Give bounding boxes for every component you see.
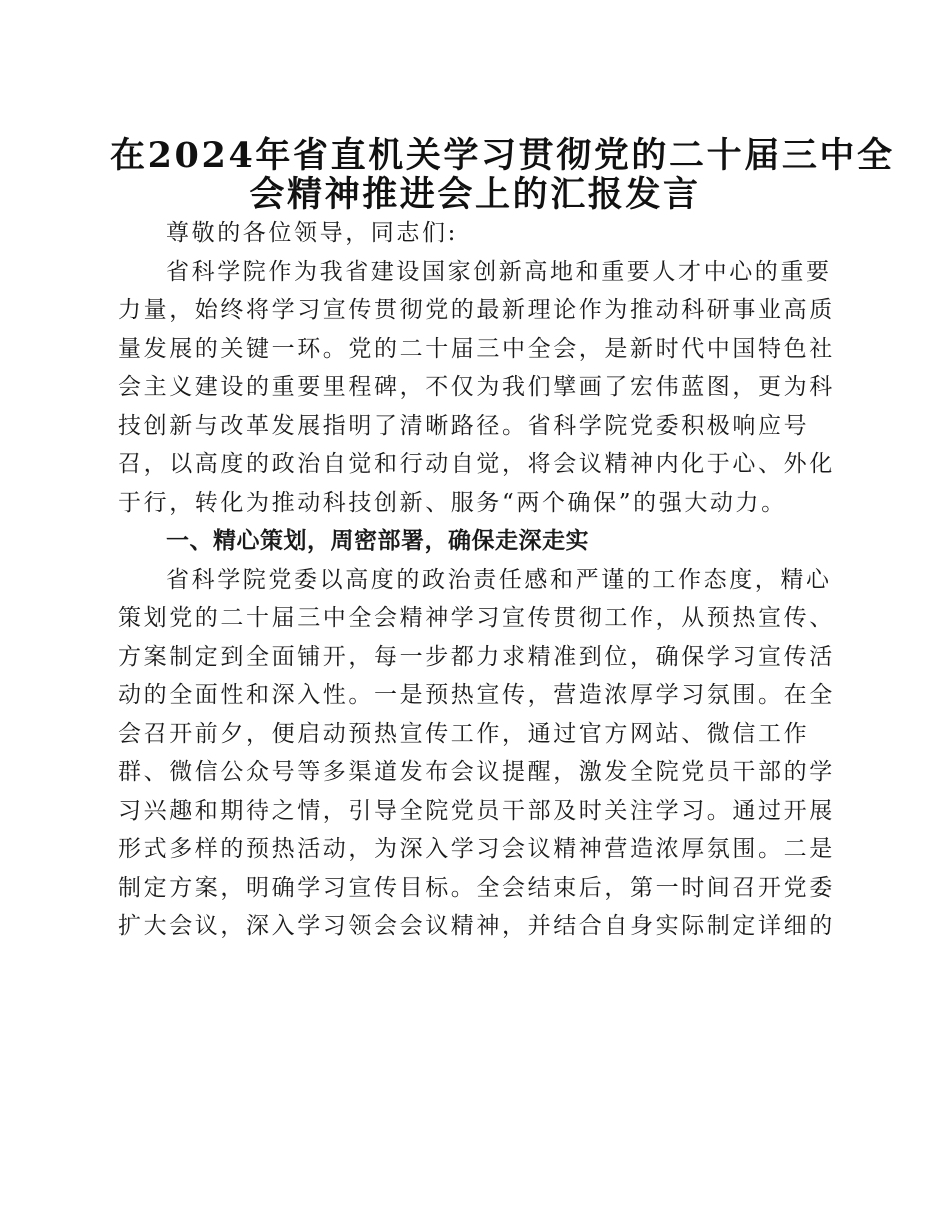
paragraph-line: 扩大会议，深入学习领会会议精神，并结合自身实际制定详细的 (118, 913, 835, 939)
paragraph-line: 会主义建设的重要里程碑，不仅为我们擘画了宏伟蓝图，更为科 (118, 374, 835, 400)
paragraph-line: 省科学院作为我省建设国家创新高地和重要人才中心的重要 (166, 258, 832, 285)
paragraph-line: 召，以高度的政治自觉和行动自觉，将会议精神内化于心、外化 (118, 451, 835, 477)
salutation: 尊敬的各位领导，同志们: (166, 220, 458, 246)
paragraph-line: 策划党的二十届三中全会精神学习宣传贯彻工作，从预热宣传、 (118, 605, 835, 631)
paragraph-line: 习兴趣和期待之情，引导全院党员干部及时关注学习。通过开展 (118, 797, 835, 824)
paragraph-line: 制定方案，明确学习宣传目标。全会结束后，第一时间召开党委 (118, 874, 835, 901)
title-line: 会精神推进会上的汇报发言 (249, 173, 701, 215)
paragraph-line: 量发展的关键一环。党的二十届三中全会，是新时代中国特色社 (118, 335, 835, 362)
paragraph-line: 于行，转化为推动科技创新、服务“两个确保”的强大动力。 (118, 489, 787, 516)
title-line: 在2024年省直机关学习贯彻党的二十届三中全 (110, 135, 895, 176)
paragraph-line: 会召开前夕，便启动预热宣传工作，通过官方网站、微信工作 (118, 720, 810, 747)
paragraph-line: 形式多样的预热活动，为深入学习会议精神营造浓厚氛围。二是 (118, 836, 835, 862)
document-body (118, 214, 835, 946)
paragraph-line: 方案制定到全面铺开，每一步都力求精准到位，确保学习宣传活 (118, 643, 835, 670)
document-title (110, 132, 895, 215)
paragraph-line: 技创新与改革发展指明了清晰路径。省科学院党委积极响应号 (118, 412, 810, 439)
paragraph-1 (118, 253, 835, 523)
paragraph-line: 动的全面性和深入性。一是预热宣传，营造浓厚学习氛围。在全 (118, 682, 835, 708)
paragraph-line: 群、微信公众号等多渠道发布会议提醒，激发全院党员干部的学 (118, 759, 835, 785)
paragraph-line: 力量，始终将学习宣传贯彻党的最新理论作为推动科研事业高质 (118, 297, 835, 323)
paragraph-2 (118, 561, 835, 946)
paragraph-line: 省科学院党委以高度的政治责任感和严谨的工作态度，精心 (166, 566, 832, 593)
section-heading: 一、精心策划，周密部署，确保走深走实 (166, 528, 589, 554)
